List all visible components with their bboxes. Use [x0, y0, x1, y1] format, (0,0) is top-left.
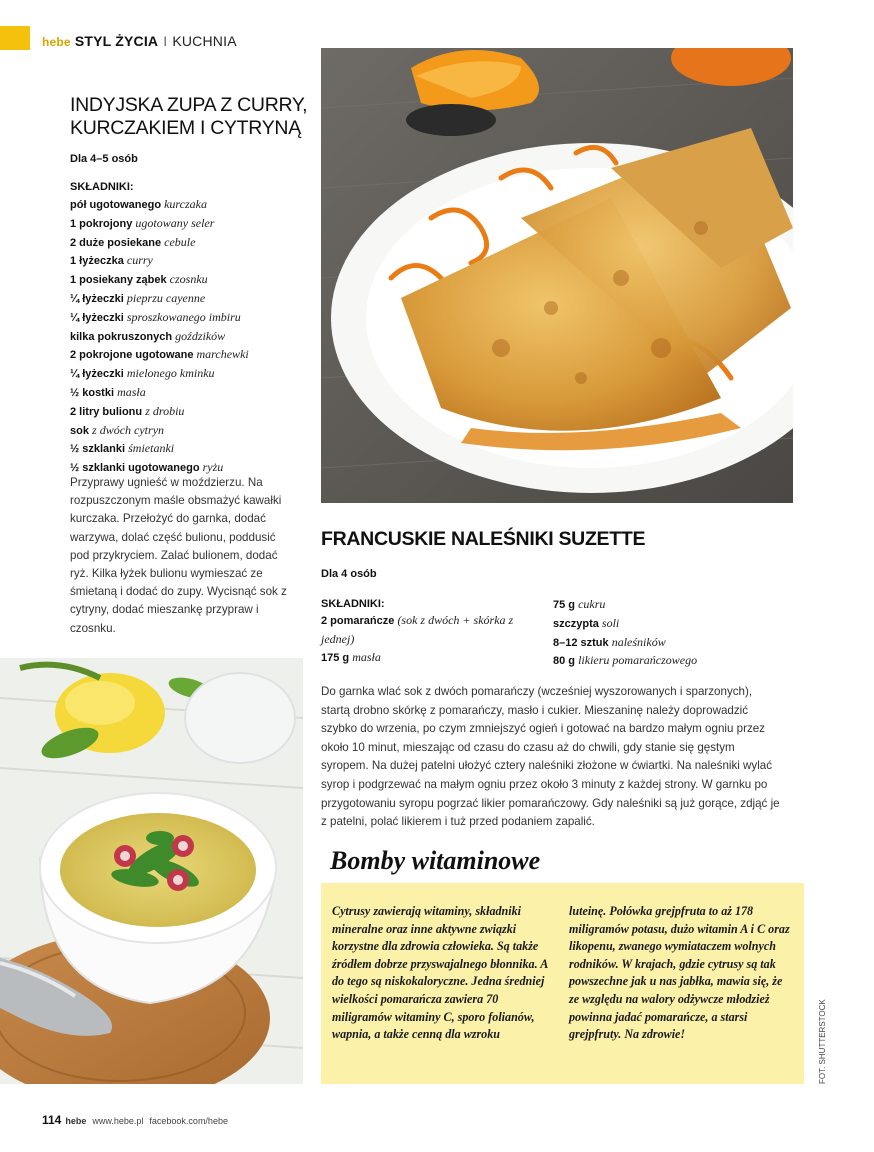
ingredient-item [70, 403, 310, 422]
sidebar-box [321, 883, 804, 1084]
ingredient-name: śmietanki [128, 441, 175, 456]
section-tab-marker [0, 26, 30, 50]
sidebar-text-col2: luteinę. Połówka grejpfruta to aż 178 miligramów potasu, dużo witamin A i C oraz likopenu, zwanego wymiataczem wolnych rodników. W krajach, gdzie cytrusy są tak powszechne jak u nas jabłka, mawia się, że ze względu na walory odżywcze młodzież powinna jadać pomarańcze, a starsi grejpfruty. Na zdrowie! [569, 904, 790, 1042]
ingredient-name: cukru [578, 597, 606, 611]
ingredient-name: z drobiu [145, 403, 185, 418]
ingredient-item [70, 215, 310, 234]
ingredient-name: pieprzu cayenne [126, 290, 206, 305]
ingredient-item [70, 271, 310, 290]
ingredient-name: cebule [164, 234, 196, 249]
ingredient-item [70, 252, 310, 271]
ingredient-name: sproszkowanego imbiru [126, 309, 241, 324]
sidebar-title: Bomby witaminowe [330, 846, 541, 875]
recipe1-title: INDYJSKA ZUPA Z CURRY, KURCZAKIEM I CYTRYNĄ [70, 94, 308, 139]
ingredient-name: ryżu [202, 460, 224, 475]
ingredient-qty: 2 pokrojone ugotowane [70, 349, 194, 362]
ingredient-qty: ½ szklanki [70, 443, 126, 456]
ingredient-qty: 75 g [553, 599, 576, 611]
curry-soup-photo [0, 658, 303, 1084]
ingredient-item [70, 309, 310, 328]
section-category: STYL ŻYCIA [74, 33, 159, 49]
ingredient-qty: 1 posiekany ząbek [70, 274, 167, 287]
ingredient-name: marchewki [196, 347, 249, 362]
page-footer [42, 1113, 228, 1127]
ingredient-name: goździków [175, 328, 226, 343]
ingredient-qty: szczypta [553, 617, 599, 630]
ingredient-item [553, 652, 773, 671]
ingredient-item [553, 634, 773, 653]
ingredient-name: z dwóch cytryn [92, 422, 165, 437]
recipe1-ingredients [70, 179, 310, 478]
sidebar-text-col1: Cytrusy zawierają witaminy, składniki mineralne oraz inne aktywne związki korzystne dla zdrowia człowieka. Są także źródłem dobrze przyswajalnego błonnika. A do tego są niskokaloryczne. Jedna średniej wielkości pomarańcza zawiera 70 miligramów witaminy C, sporo folianów, wapnia, a także cenną dla wzroku [332, 904, 548, 1042]
recipe2-ingredients-col2 [553, 596, 773, 671]
ingredient-item [553, 615, 773, 634]
ingredient-qty: ¼ łyżeczki [70, 368, 124, 381]
ingredient-qty: pół ugotowanego [70, 199, 162, 211]
ingredient-qty: ¼ łyżeczki [70, 311, 124, 324]
ingredient-item [321, 649, 536, 668]
section-subcategory: KUCHNIA [172, 33, 237, 49]
recipe2-title: FRANCUSKIE NALEŚNIKI SUZETTE [321, 528, 646, 550]
recipe1-ingredients-heading: SKŁADNIKI: [70, 181, 134, 193]
ingredient-name: masła [117, 384, 146, 399]
ingredient-item [70, 196, 310, 215]
section-separator: I [163, 33, 168, 49]
ingredient-item [70, 422, 310, 441]
footer-url: www.hebe.pl [92, 1116, 144, 1126]
ingredient-name: naleśników [611, 634, 666, 649]
recipe2-ingredients-heading: SKŁADNIKI: [321, 598, 385, 610]
ingredient-qty: 2 duże posiekane [70, 236, 162, 249]
recipe2-servings: Dla 4 osób [321, 568, 377, 580]
ingredient-qty: kilka pokruszonych [70, 330, 173, 343]
recipe2-ingredients-col1 [321, 612, 536, 668]
ingredient-item [70, 328, 310, 347]
page-number: 114 [42, 1113, 62, 1127]
ingredient-item [70, 234, 310, 253]
ingredient-qty: ½ szklanki ugotowanego [70, 462, 200, 475]
ingredient-qty: 8–12 sztuk [553, 636, 609, 649]
ingredient-item [321, 612, 536, 649]
ingredient-item [70, 365, 310, 384]
section-header [42, 33, 237, 49]
ingredient-name: likieru pomarańczowego [578, 653, 698, 668]
ingredient-qty: 1 łyżeczka [70, 255, 124, 268]
ingredient-name: mielonego kminku [126, 366, 215, 381]
ingredient-item [553, 596, 773, 615]
ingredient-item [70, 440, 310, 459]
brand-logo: hebe [42, 35, 71, 49]
ingredient-name: (sok z dwóch + skórka z jednej) [321, 613, 514, 646]
crepes-suzette-photo [321, 48, 793, 503]
photo-credit: FOT. SHUTTERSTOCK [818, 999, 827, 1084]
ingredient-name: ugotowany seler [135, 215, 215, 230]
ingredient-qty: ¼ łyżeczki [70, 292, 124, 305]
recipe1-method: Przyprawy ugnieść w moździerzu. Na rozpuszczonym maśle obsmażyć kawałki kurczaka. Przełożyć do garnka, dodać warzywa, dolać część bulionu, poddusić pod przykryciem. Zalać bulionem, dodać ryż. Kilka łyżek bulionu wymieszać ze śmietaną i dodać do zupy. Wycisnąć sok z cytryny, dodać mieszankę przypraw i czosnku. [70, 476, 287, 635]
ingredient-item [70, 290, 310, 309]
ingredient-name: curry [126, 253, 153, 268]
ingredient-qty: sok [70, 424, 89, 437]
ingredient-item [70, 384, 310, 403]
ingredient-name: masła [352, 650, 381, 665]
recipe1-servings: Dla 4–5 osób [70, 153, 138, 165]
ingredient-qty: 1 pokrojony [70, 217, 133, 230]
ingredient-name: kurczaka [164, 197, 207, 211]
ingredient-item [70, 346, 310, 365]
ingredient-qty: 2 litry bulionu [70, 405, 143, 418]
ingredient-name: soli [601, 615, 620, 630]
ingredient-name: czosnku [169, 272, 208, 287]
ingredient-qty: 2 pomarańcze [321, 615, 395, 627]
ingredient-qty: ½ kostki [70, 386, 115, 399]
ingredient-qty: 80 g [553, 655, 576, 668]
ingredient-qty: 175 g [321, 652, 350, 665]
recipe2-method: Do garnka wlać sok z dwóch pomarańczy (wcześniej wyszorowanych i sparzonych), startą drobno skórkę z pomarańczy, masło i cukier. Mieszaninę należy doprowadzić szybko do wrzenia, po czym zmniejszyć ogień i gotować na bardzo małym ogniu przez około 10 minut, mieszając od czasu do czasu aż do chwili, gdy stanie się gęstym syropem. Na dużej patelni ułożyć cztery naleśniki złożone w ćwiartki. Na naleśniki wylać syrop i podgrzewać na małym ogniu przez około 3 minuty z każdej strony. W garnku po przygotowaniu syropu pogrzać likier pomarańczowy. Gdy naleśniki są już gorące, zdjąć je z patelni, polać likierem i tuż przed podaniem zapalić. [321, 685, 780, 829]
footer-facebook: facebook.com/hebe [149, 1116, 228, 1126]
footer-brand: hebe [65, 1116, 87, 1126]
